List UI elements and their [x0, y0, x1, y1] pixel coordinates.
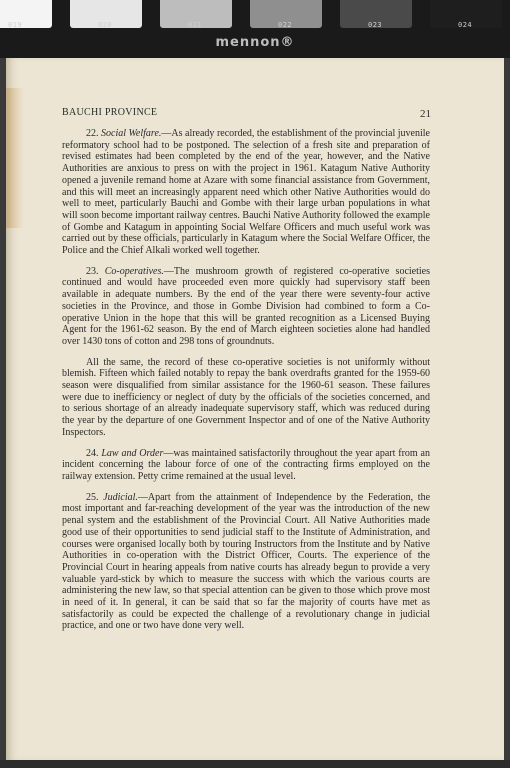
swatch-label: 021	[188, 21, 203, 29]
section-heading: Co-operatives.	[104, 265, 164, 277]
scanner-color-calibration-bar	[0, 0, 510, 58]
paragraph-text: All the same, the record of these co-operative societies is not uniformly without blemish. Fifteen which failed notably to repay the bank overdrafts granted for the 1959-60 season were disqualified from similar assistance for the 1960-61 season. These failures were due to inefficiency or neglect of duty by the officials of the societies concerned, and to serious shortage of an already inadequate supervisory staff, which was reduced during the year by the departure of one Government Inspector and of one of the Native Authority Inspectors.	[62, 356, 430, 438]
swatch-label: 022	[278, 21, 293, 29]
page-edge-stain	[6, 88, 24, 228]
paragraph-number: 24.	[86, 447, 102, 459]
swatch-label: 024	[458, 21, 473, 29]
swatch-label: 020	[98, 21, 113, 29]
paragraph-number: 23.	[86, 265, 105, 277]
section-heading: Law and Order	[101, 447, 164, 459]
paragraph-text: —As already recorded, the establishment of the provincial juvenile reformatory school had to be postponed. The selection of a fresh site and preparation of revised estimates had been completed by the end of the year, however, and the Native Authorities are anxious to press on with the project in 1961. Katagum Native Authority opened a juvenile remand home at Azare with some financial assistance from Government, and this will meet an increasingly apparent need which other Native Authorities would do well to meet, particularly Bauchi and Gombe with their large urban populations in what will soon become important railway centres. Bauchi Native Authority followed the example of Gombe and Katagum in appointing Social Welfare Officers and much useful work was carried out by these officials, particularly in Katagum where the Social Welfare Officer, the Police and the Chief Alkali worked well together.	[62, 128, 430, 257]
swatch-label: 023	[368, 21, 383, 29]
page-number: 21	[420, 108, 431, 120]
paragraph-number: 25.	[86, 491, 104, 503]
body-text	[62, 128, 430, 641]
paragraph-text: —The mushroom growth of registered co-operative societies continued and would have proceeded even more quickly had supervisory staff been available in adequate numbers. By the end of the year there were seventy-four active societies in the Province, and those in Gombe Division had combined to form a Co-operative Union in the hope that this will be granted recognition as a Licensed Buying Agent for the 1961-62 season. By the end of March eighteen societies alone had handled over 1430 tons of cotton and 298 tons of groundnuts.	[62, 265, 430, 347]
scanner-bed-edge	[0, 760, 510, 768]
paragraph-social-welfare	[62, 128, 430, 257]
swatch-label: 019	[8, 21, 23, 29]
paragraph-co-operatives-continued	[62, 357, 430, 439]
section-heading: Judicial.	[103, 491, 138, 503]
paragraph-co-operatives	[62, 266, 430, 348]
section-heading: Social Welfare.	[101, 128, 162, 139]
paragraph-text: —Apart from the attainment of Independence by the Federation, the most important and far-reaching development of the year was the introduction of the new penal system and the establishment of the Provincial Court. All Native Authorities made good use of their opportunities to send judicial staff to the Institute of Administration, and courses were organised locally both by touring Instructors from the Institute and by Native Authorities in co-operation with the District Officer, Courts. The experience of the Provincial Court in hearing appeals from native courts has already begun to provide a very valuable yard-stick by which to measure the success with which the various courts are administering the new law, so that special attention can be given to those which prove most in need of it. In general, it can be said that so far the majority of courts have met as satisfactorily as could be expected the challenge of a revolutionary change in judicial practice, and one or two have done very well.	[62, 491, 431, 632]
document-page	[6, 58, 504, 760]
running-title: BAUCHI PROVINCE	[62, 107, 158, 118]
paragraph-text: —was maintained satisfactorily throughout the year apart from an incident concerning the labour force of one of the contracting firms employed on the railway extension. Petty crime remained at the usual level.	[62, 447, 430, 482]
scanner-brand-logo: mennon®	[215, 35, 295, 50]
paragraph-judicial	[62, 492, 430, 632]
paragraph-law-and-order	[62, 448, 430, 483]
paragraph-number: 22.	[86, 128, 102, 139]
